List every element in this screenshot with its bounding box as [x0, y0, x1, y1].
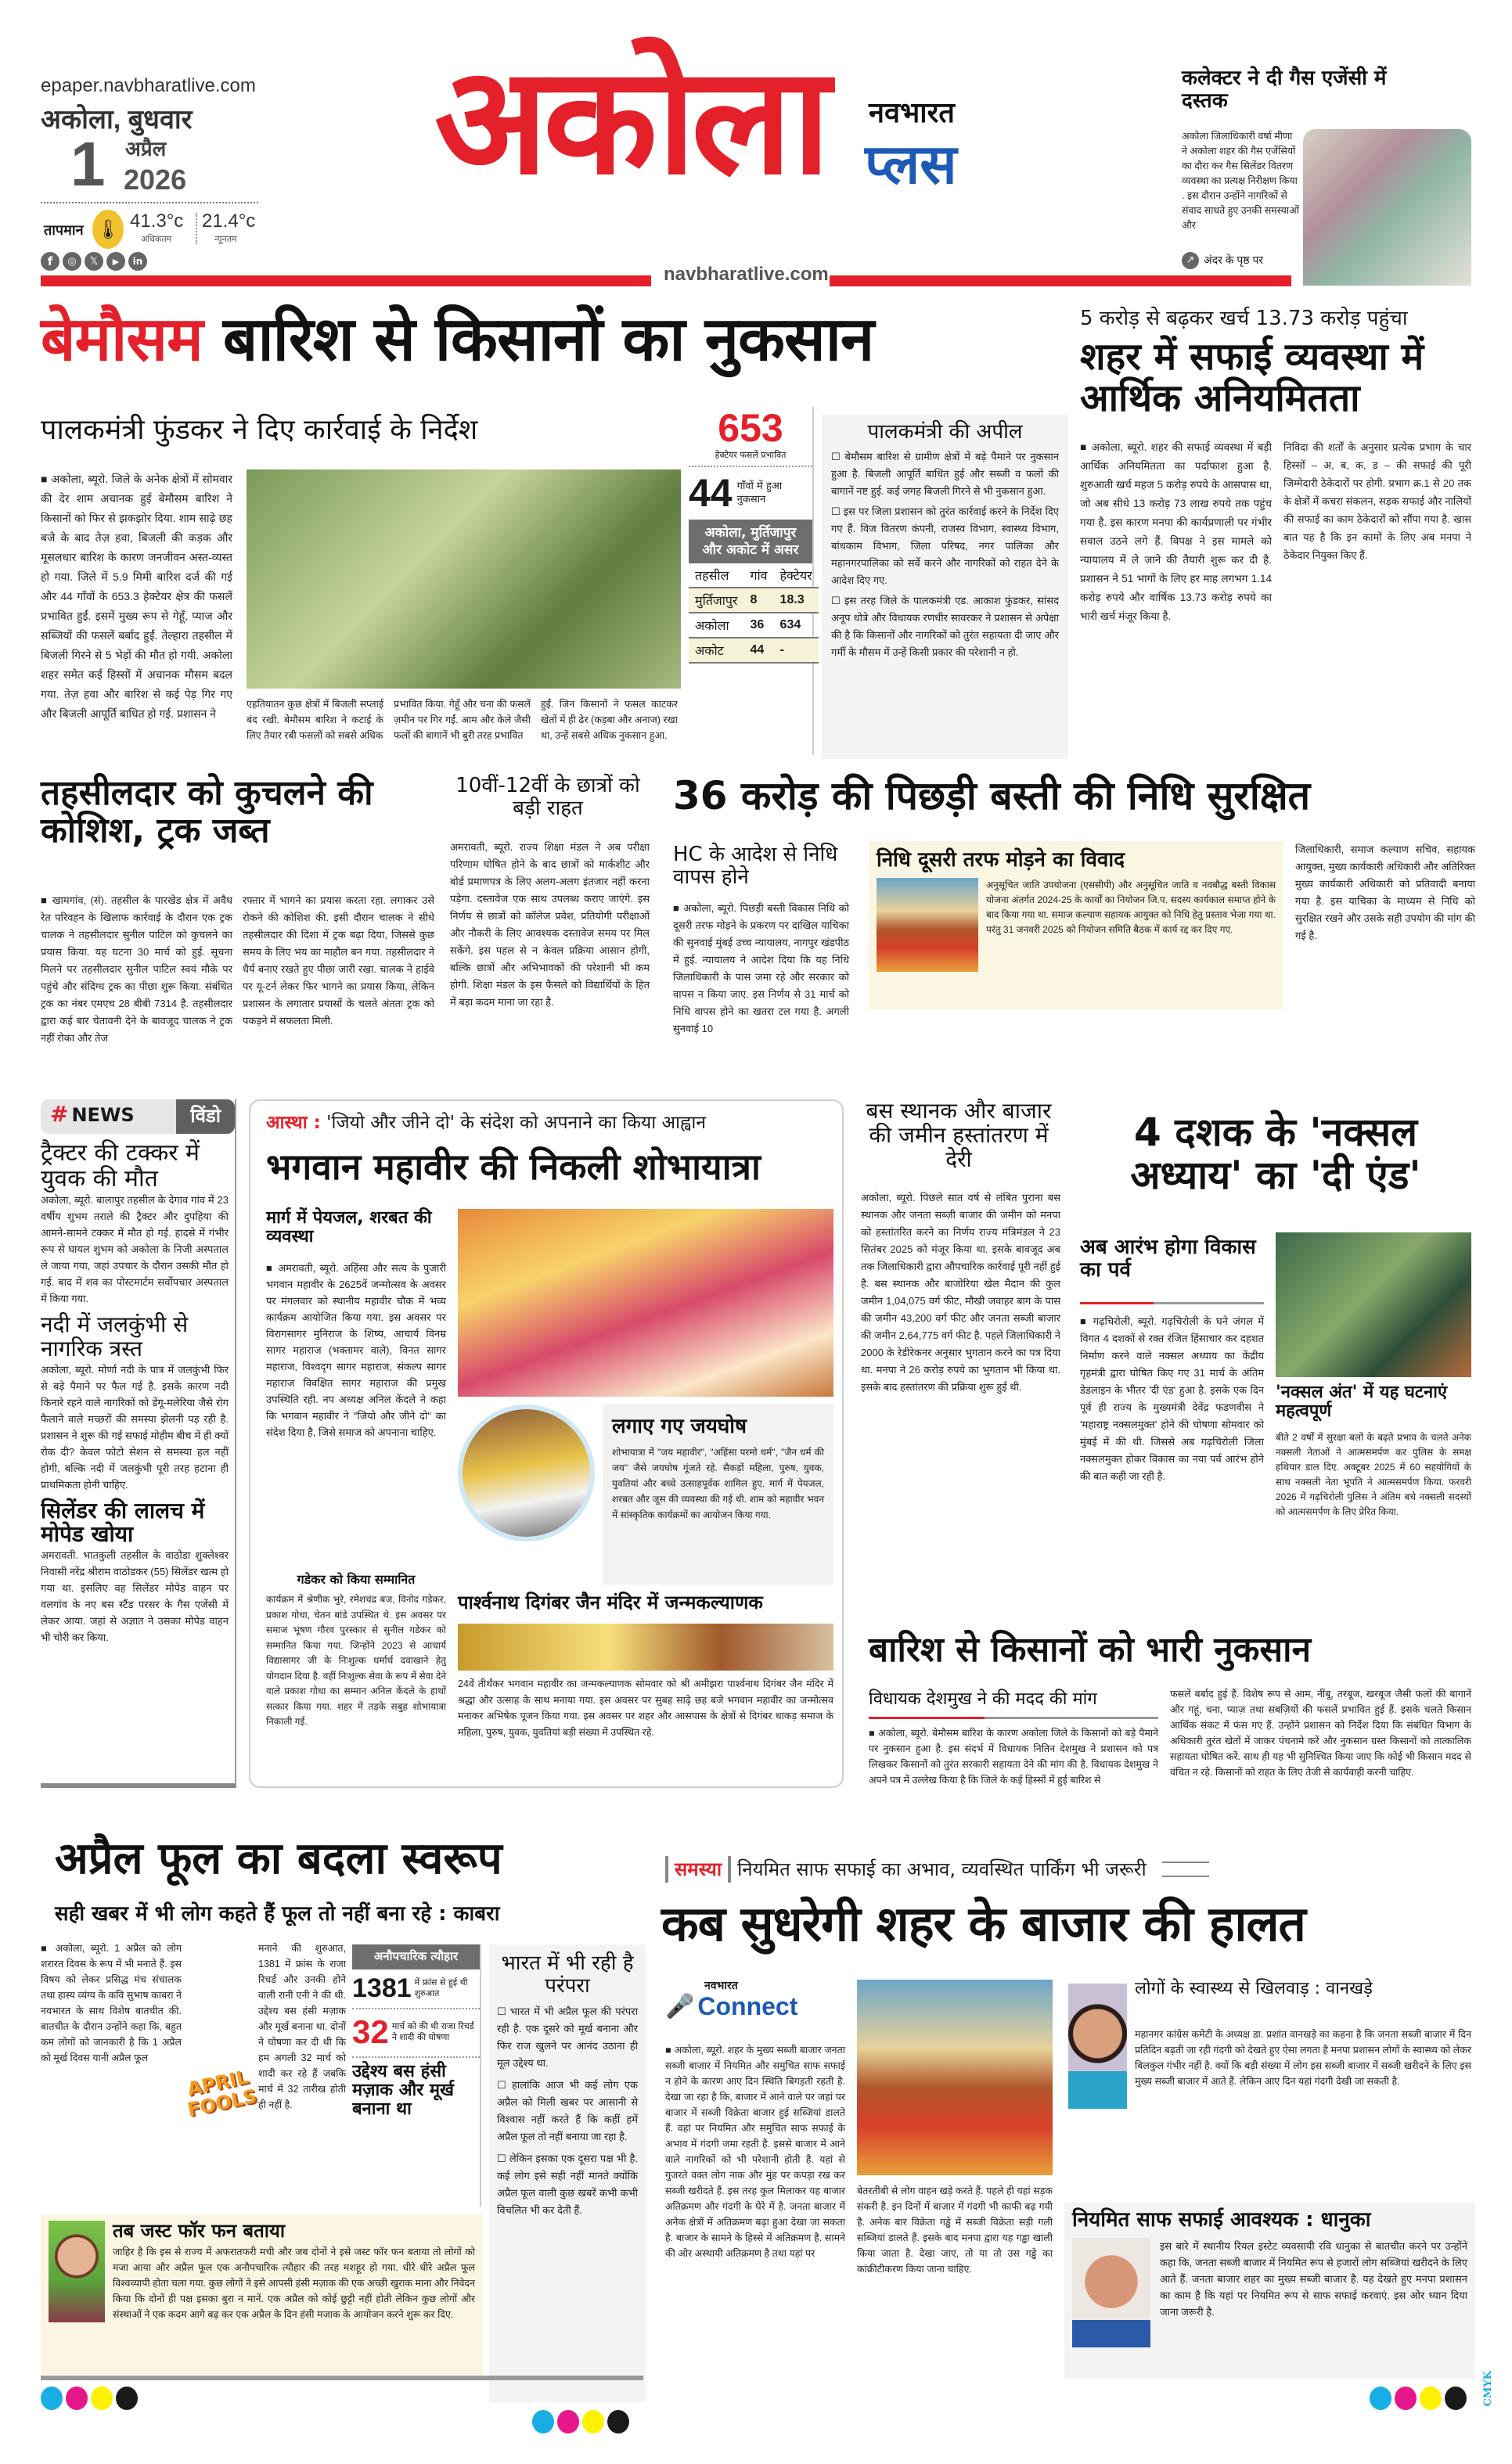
dhanuka-photo	[1072, 2238, 1150, 2347]
fund-box-photo	[877, 878, 978, 972]
lead-headline[interactable]	[41, 304, 874, 375]
news-label: NEWS	[71, 1104, 135, 1126]
india-tradition-box	[489, 1944, 646, 2402]
stat-villages-value: 44	[689, 471, 733, 516]
black-dot-icon	[116, 2387, 138, 2410]
just-for-fun-text: जाहिर है कि इस से राज्य में अफरातफरी मची और जब दोनों ने इसे जस्ट फॉर फन बताया तो लोगों को मजा आया और अप्रैल फूल एक अनौपचारिक त्यौहार की तरह मशहूर हो गया. धीरे धीरे अप्रैल फूल विश्वव्यापी होता चला गया. कुछ लोगों ने इसे आपसी हंसी मज़ाक की एक अच्छी खुराक माना और निवेदन किया कि दोनों ही पक्ष इसका बुरा न मानें. एक अप्रैल को कोई छुट्टी नहीं होती लेकिन कुछ लोगों और संस्थाओं ने एक कदम आगे बढ़ कर एक अप्रैल के दिन हंसी मजाक के आयोजन करने शुरू कर दिए.	[113, 2246, 475, 2321]
lead-col2: एहतियातन कुछ क्षेत्रों में बिजली सप्लाई बंद रखी. बेमौसम बारिश ने कटाई के लिए तैयार रबी फसलों को सबसे अधिक	[247, 699, 383, 741]
mahavir-kicker-red: आस्था :	[266, 1113, 321, 1133]
rain-loss-subhead: विधायक देशमुख ने की मदद की मांग	[869, 1689, 1097, 1709]
instagram-icon[interactable]: ◎	[63, 252, 81, 271]
arrow-circle-icon: ↗	[1182, 252, 1199, 269]
fund-col1: ■ अकोला, ब्यूरो. पिछड़ी बस्ती विकास निधि को दूसरी तरफ मोड़ने के प्रकरण पर दाखिल याचिका की सुनवाई मुंबई उच्च न्यायालय, नागपुर खंडपीठ में हुई. न्यायालय ने आदेश दिया कि यह निधि जिलाधिकारी के पास जमा रहे और सरकार को वापस न किया जाए. इस निर्णय से 31 मार्च को निधि वापस होने का खतरा टल गया है. अगली सुनवाई 10	[673, 902, 849, 1034]
temp-max-label: अधिकतम	[141, 235, 172, 244]
news-text: अकोला, ब्यूरो. बालापुर तहसील के देगाव गांव में 23 वर्षीय शुभम तराले की ट्रैक्टर और दुपहिया की आमने-सामने टक्कर में मौत हो गई. हादसे में गंभीर रूप से घायल शुभम को अकोला के निजी अस्पताल ले जाया गया, जहां उपचार के दौरान उसकी मौत हो गई. बाद में शव का पोस्टमार्टम सर्वोपचार अस्पताल में किया गया.	[41, 1194, 229, 1304]
social-links	[41, 252, 147, 271]
stat-hectare-label: हेक्टेयर फसलें प्रभावित	[689, 450, 812, 467]
wankhade-photo	[1068, 1984, 1127, 2109]
lead-headline-black: बारिश से किसानों का नुकसान	[222, 304, 874, 375]
masthead-red-rule-right	[830, 275, 1291, 286]
temp-min: 21.4°c	[202, 210, 256, 232]
naxal-headline[interactable]: 4 दशक के 'नक्सल अध्याय' का 'दी एंड'	[1130, 1110, 1421, 1198]
mahavir-photo-procession	[458, 1405, 595, 1541]
market-kicker-red: समस्या	[675, 1858, 722, 1880]
yellow-dot-icon	[1420, 2387, 1442, 2410]
stat-year-label: में फ्रांस से हुई थी शुरुआत	[414, 1977, 468, 1999]
naxal-subhead: अब आरंभ होगा विकास का पर्व	[1080, 1236, 1256, 1282]
brand-plus: प्लस	[865, 132, 957, 196]
students-text: अमरावती, ब्यूरो. राज्य शिक्षा मंडल ने अब परीक्षा परिणाम घोषित होने के बाद छात्रों को मार्कशीट और बोर्ड प्रमाणपत्र के लिए अलग-अलग इंतजार नहीं करना पड़ेगा. दस्तावेज एक साथ उपलब्ध कराए जाएंगे. इस निर्णय से छात्रों को कॉलेज प्रवेश, प्रतियोगी परीक्षाओं और नौकरी के लिए आवश्यक दस्तावेज समय पर मिल सकेंगे. इस पहल से न केवल प्रक्रिया आसान होगी, बल्कि छात्रों और अभिभावकों की परेशानी भी कम होगी. शिक्षा मंडल के इस फैसले को विद्यार्थियों के हित में बड़ा कदम माना जा रहा है.	[450, 841, 650, 1008]
honor-text: कार्यक्रम में श्रेणीक भुरे, रमेशचंद्र बज, विनोद गडेकर, प्रकाश गोधा, चेतन बांडे उपस्थित थे. इस अवसर पर समाज भूषण गौरव पुरस्कार से सुनील गडेकर को सम्मानित किया गया. जिन्होंने 2023 से आचार्य विद्यासागर जी के निःशुल्क धर्मार्थ दवाखाने हेतु योगदान दिया है. वहीं निःशुल्क सेवा के रूप में सेवा देने वाले प्रकाश गोधा का सम्मान अनिल केंदले के हाथों सत्कार किया गया. शहर में तड़के सबुह शोभायात्रा निकाली गई.	[266, 1594, 446, 1727]
market-col1: ■ अकोला, ब्यूरो. शहर के मुख्य सब्जी बाजार जनता सब्जी बाजार में नियमित और समुचित साफ सफाई न होने के कारण आए दिन स्थिति बिगड़ती रहती है. देखा जा रहा है कि, बाजार में आने वाले पर जहां पर बाजार में सब्जी विक्रेता बाजार हुई सब्जियां डालते हैं. वहां पर नियमित और समुचित साफ सफाई के अभाव में गंदगी जमा रहती है. इससे बाजार में आने वाले नागरिकों को भी परेशानी होती है. यहां से गुजरते वक्त लोग नाक और मुंह पर कपड़ा रख कर सब्जी खरीदते हैं. इस तरह कुल मिलाकर यह बाजार अतिक्रमण और गंदगी के घेरे में है. जनता बाजार में अनेक क्षेत्रों में अतिक्रमण बढ़ा हुआ देखा जा सकता है. बाजार के सामने के हिस्से में अतिक्रमण है. सामने की ओर अस्थायी अतिक्रमण है तथा यहां पर	[665, 2045, 845, 2259]
masthead-red-rule-left	[41, 275, 651, 286]
jayghosh-title: लगाए गए जयघोष	[612, 1415, 747, 1438]
bus-stand-text: अकोला, ब्यूरो. पिछले सात वर्ष से लंबित पुराना बस स्थानक और जनता सब्ज़ी बाजार की जमीन को मनपा को हस्तांतरित करने का निर्णय राज्य मंत्रिमंडल ने 23 सितंबर 2025 को मंजूर किया था. इसके बावजूद अब तक जिलाधिकारी द्वारा औपचारिक कार्रवाई पूरी नहीं हुई है. बस स्थानक और बाजोरिया खेल मैदान की कुल जमीन 1,04,075 वर्ग फीट, मौखी जवाहर बाग के पास की जमीन 43,200 वर्ग फीट और जनता सब्जी बाजार की जमीन 2,64,775 वर्ग फीट है. पहले जिलाधिकारी ने 2000 के रेडीरेकनर अनुसार भुगतान करने का पत्र दिया था. मनपा ने 26 करोड़ रुपये का भुगतान भी किया था. इसके बाद हस्तांतरण की प्रक्रिया शुरू हुई थी.	[861, 1192, 1060, 1393]
india-point: ☐ लेकिन इसका एक दूसरा पक्ष भी है. कई लोग इसे सही नहीं मानते क्योंकि अप्रैल फूल वाली कुछ खबरें कभी कभी विचलित भी कर देती हैं.	[497, 2150, 638, 2219]
april-fool-col2: मनाने की शुरुआत, 1381 में फ्रांस के राजा रिचर्ड और उनकी होने वाली रानी एनी ने की थी. उद्देश्य बस हंसी मज़ाक और मूर्ख बनाना था. दोनों ने घोषणा कर दी थी कि हम अगली 32 मार्च को शादी कर रहे हैं जबकि मार्च में 32 तारीख होती ही नहीं है.	[258, 1943, 346, 2110]
india-point: ☐ हालांकि आज भी कई लोग एक अप्रैल को मिली खबर पर आसानी से विश्वास नहीं करते हैं कि कहीं हमें अप्रैल फूल तो नहीं बनाया जा रहा है.	[497, 2077, 638, 2146]
fund-col3: जिलाधिकारी, समाज कल्याण सचिव, सहायक आयुक्त, मुख्य कार्यकारी अधिकारी और अतिरिक्त मुख्य कार्यकारी अधिकारी को प्रतिवादी बनाया गया है. इस याचिका के माध्यम से निधि को सुरक्षित रखने और उसके सही उपयोग की मांग की गई है.	[1295, 844, 1475, 941]
mahavir-headline[interactable]: भगवान महावीर की निकली शोभायात्रा	[266, 1146, 761, 1188]
april-fool-bottom-rule	[41, 2376, 643, 2380]
cmyk-dots-left	[41, 2387, 141, 2413]
youtube-icon[interactable]: ▶	[106, 252, 125, 271]
honor-title: गडेकर को किया सम्मानित	[297, 1572, 416, 1587]
stat-march-label: मार्च को की थी राजा रिचर्ड ने शादी की घोषणा	[391, 2020, 474, 2042]
hash-icon: #	[50, 1101, 69, 1127]
just-for-fun-box	[41, 2214, 483, 2375]
brand-navbharat: नवभारत	[869, 97, 955, 129]
impact-table-header: तहसील गांव हेक्टेयर	[689, 563, 819, 588]
news-text: अकोला, ब्यूरो. मोर्णा नदी के पात्र में जलकुंभी फिर से बड़े पैमाने पर फैल गई है. इसके कारण नदी किनारे रहने वाले नागरिकों को डेंगू-मलेरिया जैसे रोग फैलाने वाले मच्छरों की समस्या झेलनी पड़ रही है. प्रशासन ने शुरू की गई सफाई मोहीम बीच में ही क्यों रोक दी? केवल फोटो सेशन से समस्या हल नहीं होगी, बल्कि नदी में जलकुंभी पूरी तरह हटाना ही प्राथमिकता होनी चाहिए.	[41, 1363, 229, 1491]
dhanuka-title: नियमित साफ सफाई आवश्यक : धानुका	[1072, 2208, 1371, 2232]
black-dot-icon	[607, 2410, 629, 2433]
market-kicker	[665, 1856, 1209, 1883]
fund-box-title: निधि दूसरी तरफ मोड़ने का विवाद	[877, 848, 1125, 872]
news-headline[interactable]: सिलेंडर की लालच में मोपेड खोया	[41, 1497, 205, 1548]
rain-loss-col1: ■ अकोला, ब्यूरो. बेमौसम बारिश के कारण अकोला जिले के किसानों को बड़े पैमाने पर नुकसान हुआ है. इस संदर्भ में विधायक नितिन देशमुख ने प्रशासन को पत्र लिखकर किसानों को तुरंत सरकारी सहायता देने की मांग की है. विधायक देशमुख ने अपने पत्र में उल्लेख किया है कि जिले के कई हिस्सों में हुई बारिश से	[869, 1728, 1158, 1786]
april-fool-headline[interactable]: अप्रैल फूल का बदला स्वरूप	[55, 1833, 502, 1884]
stat-march-value: 32	[352, 2013, 389, 2050]
fund-box-text: अनुसूचित जाति उपयोजना (एससीपी) और अनुसूचित जाति व नवबौद्ध बस्ती विकास योजना अंतर्गत 2024-25 के कार्यों का नियोजन जि.प. सदस्य कार्यकाल समाप्त होने के बाद किया गया था. समाज कल्याण सहायक आयुक्त को निधि हेतु प्रस्ताव भेजा गया था. परंतु 31 जनवरी 2025 को नियोजन समिति बैठक में कार्य रद्द कर दिए गए.	[986, 879, 1276, 935]
lead-col1: ■ अकोला, ब्यूरो. जिले के अनेक क्षेत्रों में सोमवार की देर शाम अचानक हुई बेमौसम बारिश ने किसानों को फिर से झकझोर दिया. शाम साढ़े छह बजे के बाद तेज़ हवा, बिजली की कड़क और मूसलधार बारिश के कारण जनजीवन अस्त-व्यस्त हो गया. जिले में 5.9 मिमी बारिश दर्ज की गई और 44 गाँवों के 653.3 हेक्टेयर क्षेत्र की फसलें प्रभावित हुईं. इसमें मुख्य रूप से गेहूँ, प्याज और सब्जियों की फसलें बर्बाद हुईं. तेल्हारा तहसील में बिजली गिरने से 5 भेड़ों की मौत हो गयी. अकोला शहर समेत कई हिस्सों में अचानक मौसम बदल गया. तेज़ हवा और बारिश से कई पेड़ गिर गए और बिजली आपूर्ति बाधित हो गई. प्रशासन ने	[41, 473, 232, 720]
mahavir-subhead: मार्ग में पेयजल, शरबत की व्यवस्था	[266, 1208, 432, 1247]
tahsildar-col2: रफ्तार में भागने का प्रयास करता रहा. लगाकर उसे रोकने की कोशिश की. इसी दौरान चालक ने सीधे तहसीलदार की दिशा में ट्रक बढ़ा दिया, जिससे कुछ समय के लिए भय का माहौल बन गया. तहसीलदार ने धैर्य बनाए रखते हुए पीछा जारी रखा. चालक ने हाईवे पर यू-टर्न लेकर फिर भागने का प्रयास किया, लेकिन प्रशासन के लगातार प्रयासों के चलते अंततः ट्रक को पकड़ने में सफलता मिली.	[243, 894, 434, 1027]
temp-max: 41.3°c	[130, 210, 184, 232]
mahavir-photo-women	[458, 1209, 833, 1397]
date-year: 2026	[124, 164, 187, 196]
news-window-tag	[41, 1099, 235, 1134]
temperature-label: तापमान	[44, 222, 84, 238]
temple-text: 24वें तीर्थंकर भगवान महावीर का जन्मकल्याणक सोमवार को श्री अमीझरा पार्श्वनाथ दिगंबर जैन मंदिर में श्रद्धा और उत्साह के साथ मनाया गया. इस अवसर पर सुबह साढ़े छह बजे भगवान महावीर का जन्मोत्सव मनाकर अभिषेक पूजन किया गया. इस अवसर पर शहर और आसपास के क्षेत्रों से दिगंबर धाकड़ समाज के महिला, पुरुष, युवक, युवतियां बड़ी संख्या में उपस्थित रहे.	[458, 1678, 833, 1738]
market-col2: बेतरतीबी से लोग वाहन खड़े करते हैं. पहले ही यहां सड़क संकरी है. इन दिनों में बाजार में गंदगी भी काफी बढ़ गयी है. अनेक बार विक्रेता गड्ढे में सब्जी विक्रेता सड़ी गली सब्जियां डालते हैं. इसके बाद मनपा द्वारा यह गड्ढा खाली किया जाता है. देखा जाए, तो या तो उस गड्ढे का कांक्रीटीकरण किया जाना चाहिए.	[857, 2185, 1053, 2275]
india-tradition-title: भारत में भी रही है परंपरा	[501, 1951, 634, 1998]
fund-headline[interactable]: 36 करोड़ की पिछड़ी बस्ती की निधि सुरक्षित	[673, 773, 1311, 818]
april-fools-illustration: APRIL FOOLS	[185, 2066, 259, 2121]
teaser-headline[interactable]: कलेक्टर ने दी गैस एजेंसी में दस्तक	[1182, 67, 1387, 113]
yellow-dot-icon	[91, 2387, 113, 2410]
lead-photo-wheat	[247, 469, 681, 689]
navbharat-connect-logo	[665, 1980, 797, 2020]
wankhade-title: लोगों के स्वास्थ्य से खिलवाड़ : वानखड़े	[1135, 1979, 1373, 1998]
cyan-dot-icon	[41, 2387, 63, 2410]
news-text: अमरावती. भातकुली तहसील के वाठोडा शुक्लेश्वर निवासी नरेंद्र श्रीराम वाठोडकर (55) सिलेंडर खत्म हो गया था. इसलिए वह सिलेंडर मोपेड वाहन पर वलगांव के नए बस स्टैंड परसर के गैस एजेंसी में लेकर आया. जहां से अज्ञात ने उसका मोपेड वाहन भी चोरी कर किया.	[41, 1549, 229, 1644]
mahavir-kicker-text: 'जियो और जीने दो' के संदेश को अपनाने का किया आह्वान	[326, 1113, 707, 1133]
students-headline[interactable]: 10वीं-12वीं के छात्रों को बड़ी राहत	[455, 774, 640, 820]
cyan-dot-icon	[532, 2410, 554, 2433]
date-day: 1	[70, 129, 106, 199]
side-headline: उद्देश्य बस हंसी मज़ाक और मूर्ख बनाना था	[352, 2056, 480, 2120]
lead-col4: हुईं. जिन किसानों ने फसल काटकर खेतों में ही ढेर (कड़बा और अनाज) रखा था, उन्हें सबसे अधिक नुकसान हुआ.	[541, 699, 678, 741]
news-headline[interactable]: ट्रैक्टर की टक्कर में युवक की मौत	[41, 1139, 200, 1192]
india-point: ☐ भारत में भी अप्रैल फूल की परंपरा रही है. एक दूसरे को मूर्ख बनाना और फिर राज खुलने पर आनंद उठाना ही मूल उद्देश्य था.	[497, 2003, 638, 2072]
naxal-photo	[1276, 1232, 1471, 1377]
appeal-point: ☐ बेमौसम बारिश से ग्रामीण क्षेत्रों में बड़े पैमाने पर नुकसान हुआ है. बिजली आपूर्ति बाधित हुई और सब्जी व फलों की बागानें नष्ट हुई. कई जगह बिजली गिरने से भी नुकसान हुआ.	[831, 448, 1059, 500]
impact-table-title: अकोला, मुर्तिजापुर और अकोट में असर	[689, 520, 812, 563]
dhanuka-box	[1064, 2203, 1475, 2379]
mahavir-kicker	[266, 1113, 706, 1135]
cmyk-label: CMYK	[1482, 2371, 1494, 2407]
wankhade-text: महानगर कांग्रेस कमेटी के अध्यक्ष डा. प्रशांत वानखड़े का कहना है कि जनता सब्जी बाजार में दिन प्रतिदिन बढ़ती जा रही गंदगी को देखते हुए ऐसा लगता है मनपा प्रशासन लोगों के स्वास्थ्य को लेकर बिलकुल गंभीर नहीं है. क्यों कि बड़ी संख्या में लोग इस सब्जी बाजार में सब्जी खरीदने के लिए इस मुख्य सब्जी बाजार में आते हैं. लेकिन आए दिन यहां गंदगी देखी जा सकती है.	[1135, 2029, 1471, 2087]
sanitation-col2: निविदा की शर्तों के अनुसार प्रत्येक प्रभाग के चार हिस्सों – अ, ब, क, ड – की सफाई की पूरी जिम्मेदारी ठेकेदारों पर होगी. प्रभाग क्र.1 से 20 तक के क्षेत्रों में कचरा संकलन, सड़क सफाई और नालियों की सफाई का काम ठेकेदारों को सौंपा गया है. खास बात यह है कि इन कामों के लिए अब मनपा ने ठेकेदार नियुक्त किए हैं.	[1283, 441, 1471, 561]
jayghosh-box	[603, 1405, 833, 1585]
dotted-divider	[41, 202, 258, 203]
rain-loss-headline[interactable]: बारिश से किसानों को भारी नुकसान	[869, 1630, 1311, 1670]
connect-bottom: Connect	[697, 1991, 798, 2020]
appeal-title: पालकमंत्री की अपील	[867, 420, 1023, 444]
appeal-box	[822, 415, 1068, 759]
sanitation-headline[interactable]: शहर में सफाई व्यवस्था में आर्थिक अनियमितता	[1080, 335, 1424, 420]
tahsildar-headline[interactable]: तहसीलदार को कुचलने की कोशिश, ट्रक जब्त	[41, 773, 373, 851]
facebook-icon[interactable]: f	[41, 252, 59, 271]
naxal-text: ■ गढ़चिरोली, ब्यूरो. गढ़चिरोली के घने जंगल में विगत 4 दशकों से रक्त रंजित हिंसाचार कर दहशत निर्माण करने वाले नक्सल अध्याय का केंद्रीय गृहमंत्री द्वारा घोषित किए गए 31 मार्च के अंतिम डेडलाइन के भीतर 'दी एंड' हुआ है. इसके एक दिन पूर्व ही राज्य के मुख्यमंत्री देवेंद्र फडणवीस ने 'महाराष्ट्र नक्सलमुक्त' होने की घोषणा सोमवार को मुंबई में की थी. जिससे अब गढ़चिरोली जिला नक्सलमुक्त होकर विकास का नया पर्व आरंभ होने की बात कही जा रही है.	[1080, 1315, 1264, 1482]
stats-sidebar	[689, 407, 814, 755]
sanitation-kicker: 5 करोड़ से बढ़कर खर्च 13.73 करोड़ पहुंचा	[1080, 307, 1408, 330]
dhanuka-text: इस बारे में स्थानीय रियल इस्टेट व्यवसायी रवि धानुका से बातचीत करने पर उन्होंने कहा कि, जनता सब्जी बाजार में नियमित रूप से हजारों लोग सब्जियां खरीदने के लिए आते हैं. जनता बाजार शहर का मुख्य सब्जी बाजार है. यह देखते हुए मनपा प्रशासन का काम है कि यहां पर नियमित रूप से साफ सफाई करवाएं. इस ओर ध्यान दिया जाना जरूरी है.	[1160, 2239, 1467, 2318]
side-tag: अनौपचारिक त्यौहार	[352, 1944, 480, 1969]
fund-subhead: HC के आदेश से निधि वापस होने	[673, 843, 838, 889]
teaser-photo	[1303, 129, 1471, 286]
naxal-box-title: 'नक्सल अंत' में यह घटनाएं महत्वपूर्ण	[1276, 1383, 1448, 1422]
jayghosh-text: शोभायात्रा में "जय महावीर", "अहिंसा परमो धर्म", "जैन धर्म की जय" जैसे जयघोष गूंजते रहे. सैकड़ों महिला, पुरुष, युवक, युवतियां और बच्चे उत्साहपूर्वक शामिल हुए. मार्ग में पेयजल, शरबत और जूस की व्यवस्था की गई थी. शाम को महावीर भवन में सांस्कृतिक कार्यक्रमों का आयोजन किया गया.	[612, 1446, 824, 1520]
lead-col3: प्रभावित किया. गेहूँ और चना की फसलें ज़मीन पर गिर गईं. आम और केले जैसी फलों की बागानें भी बुरी तरह प्रभावित	[394, 699, 531, 741]
market-photo	[857, 1980, 1053, 2175]
cmyk-dots-right	[1370, 2387, 1470, 2413]
microphone-icon: 🎤	[665, 1992, 695, 2020]
april-fool-subhead: सही खबर में भी लोग कहते हैं फूल तो नहीं बना रहे : काबरा	[55, 1902, 500, 1926]
yellow-dot-icon	[582, 2410, 604, 2433]
news-headline[interactable]: नदी में जलकुंभी से नागरिक त्रस्त	[41, 1311, 189, 1361]
x-icon[interactable]: 𝕏	[85, 252, 103, 271]
bus-stand-headline[interactable]: बस स्थानक और बाजार की जमीन हस्तांतरण में देरी	[866, 1098, 1052, 1172]
window-label: विंडो	[176, 1099, 235, 1134]
april-fool-stats	[352, 1944, 481, 2207]
news-window	[41, 1099, 236, 1788]
magenta-dot-icon	[557, 2410, 579, 2433]
epaper-url[interactable]: epaper.navbharatlive.com	[41, 75, 256, 96]
lead-headline-red: बेमौसम	[41, 304, 203, 375]
thermometer-icon: 🌡	[92, 210, 124, 249]
black-dot-icon	[1445, 2387, 1467, 2410]
magenta-dot-icon	[1395, 2387, 1417, 2410]
teaser-text: अकोला जिलाधिकारी वर्षा मीणा ने अकोला शहर की गैस एजेंसियों का दौरा कर गैस सिलेंडर वितरण व्यवस्था का प्रत्यक्ष निरीक्षण किया . इस दौरान उन्होंने नागरिकों से संवाद साधते हुए उनकी समस्याओं और	[1182, 131, 1299, 231]
tahsildar-col1: ■ खामगांव, (सं). तहसील के पारखेड क्षेत्र में अवैध रेत परिवहन के खिलाफ कार्रवाई के दौरान एक ट्रक चालक ने तहसीलदार सुनील पाटिल को कुचलने का प्रयास किया. यह घटना 30 मार्च को हुई. सूचना मिलने पर तहसीलदार सुनील पाटिल स्वयं मौके पर पहुंचे और संदिग्ध ट्रक का पीछा शुरू किया. संबंधित ट्रक का नंबर एमएच 28 बीबी 7314 है. तहसीलदार द्वारा कई बार चेतावनी देने के बावजूद चालक ने ट्रक नहीं रोका और तेज	[41, 894, 232, 1044]
stat-villages-label: गाँवों में हुआ नुकसान	[736, 480, 783, 505]
mahavir-text: ■ अमरावती, ब्यूरो. अहिंसा और सत्य के पुजारी भगवान महावीर के 2625वें जन्मोत्सव के अवसर पर मंगलवार को स्थानीय महावीर चौक में भव्य कार्यक्रम आयोजित किया गया. इस अवसर पर विरागसागर मुनिराज के शिष्य, आचार्य विनम्र सागर महाराज (भक्तामर वाले), विनत सागर महाराज, विश्वदृग सागर महाराज, संकल्प सागर महाराज विवक्षित सागर महाराज की प्रमुख उपस्थिति रही. नप अध्यक्ष अनिल केंदले ने कहा कि भगवान महावीर ने "जियो और जीने दो" का संदेश दिया है, जिसे समाज को अपनाना चाहिए.	[266, 1262, 446, 1438]
lines-decoration	[1162, 1861, 1209, 1877]
temp-min-label: न्यूनतम	[214, 235, 237, 244]
table-row: अकोला 36 634	[689, 613, 819, 638]
dateline-city-day: अकोला, बुधवार	[41, 105, 193, 135]
table-row: अकोट 44 -	[689, 638, 819, 663]
newspaper-title: अकोला	[434, 34, 826, 207]
cyan-dot-icon	[1370, 2387, 1391, 2410]
table-row: मुर्तिजापुर 8 18.3	[689, 588, 819, 613]
april-fool-col1: ■ अकोला, ब्यूरो. 1 अप्रैल को लोग शरारत दिवस के रूप में भी मनाते हैं. इस विषय को लेकर प्रसिद्ध मंच संचालक तथा हास्य व्यंग्य के कवि सुभाष काबरा ने नवभारत के साथ विशेष बातचीत की. बातचीत के दौरान उन्होंने कहा कि, बहुत कम लोगों को जानकारी है कि 1 अप्रैल को मूर्ख दिवस यानी अप्रैल फूल	[41, 1943, 182, 2063]
fund-box	[869, 841, 1283, 1009]
temple-headline[interactable]: पार्श्वनाथ दिगंबर जैन मंदिर में जन्मकल्याणक	[458, 1592, 763, 1613]
appeal-point: ☐ इस तरह जिले के पालकमंत्री एड. आकाश फुंडकर, सांसद अनूप धोत्रे और विधायक रणधीर सावरकर ने प्रशासन से अपेक्षा की है कि किसानों और नागरिकों को तुरंत सहायता दी जाए और गर्मी के मौसम में उन्हें किसी प्रकार की परेशानी न हो.	[831, 592, 1059, 661]
rain-loss-subhead-rule	[869, 1717, 1158, 1719]
connect-top: नवभारत	[704, 1980, 738, 1992]
teaser-more-link[interactable]: अंदर के पृष्ठ पर	[1204, 254, 1264, 266]
just-for-fun-title: तब जस्ट फॉर फन बताया	[113, 2220, 286, 2242]
market-kicker-text: नियमित साफ सफाई का अभाव, व्यवस्थित पार्किंग भी जरूरी	[737, 1858, 1147, 1880]
stat-hectare-value: 653	[718, 406, 783, 450]
market-headline[interactable]: कब सुधरेगी शहर के बाजार की हालत	[661, 1895, 1305, 1952]
impact-table	[689, 563, 819, 664]
rain-loss-col2: फसलें बर्बाद हुई हैं. विशेष रूप से आम, नींबू, तरबूज, खरबूज जैसी फलों की बागानें और गहूं, चना, प्याज़ तथा सबज़ियों की फसलें प्रभावित हुई हैं. इसके चलते किसान आर्थिक संकट में फंस गए हैं. उन्होंने प्रशासन को निर्देश दिया कि संबंधित विभाग के अधिकारी तुरंत खेतों में जाकर पंचनामे करें और नुकसान ग्रस्त किसानों को तात्कालिक सहायता घोषित करें. साथ ही यह भी सुनिश्चित किया जाए कि कोई भी किसान मदद से वंचित न रहे. किसानों को राहत के लिए तेजी से कार्यवाही करनी चाहिए.	[1170, 1689, 1471, 1778]
naxal-box-text: बीते 2 वर्षों में सुरक्षा बलों के बढ़ते प्रभाव के चलते अनेक नक्सली नेताओं ने आत्मसमर्पण कर पुलिस के समक्ष हथियार डाल दिए. अक्टूबर 2025 में 60 सहयोगियों के साथ नक्सली नेता भूपति ने आत्मसमर्पण किया. फरवरी 2026 में गढ़चिरोली पुलिस ने अंतिम बचे नक्सली सदस्यों को आत्मसमर्पण के लिए प्रेरित किया.	[1276, 1432, 1471, 1517]
temple-photo	[458, 1624, 833, 1671]
sanitation-col1: ■ अकोला, ब्यूरो. शहर की सफाई व्यवस्था में बड़ी आर्थिक अनियमितता का पर्दाफाश हुआ है. शुरुआती खर्च महज 5 करोड़ रुपये के आसपास था, जो अब सीधे 13 करोड़ 73 लाख रुपये तक पहुंच गया है. इस कारण मनपा की कार्यप्रणाली पर गंभीर सवाल उठने लगे हैं. विपक्ष ने इस मामले को न्यायालय में ले जाने की तैयारी शुरू कर दी है. प्रशासन ने 51 भागों के लिए हर माह लगभग 1.14 करोड़ रुपये और वार्षिक 13.73 करोड़ रुपये का भारी खर्च मंजूर किया है.	[1080, 441, 1272, 622]
stat-year-value: 1381	[352, 1973, 412, 2003]
kabra-photo	[49, 2221, 105, 2322]
naxal-subhead-rule	[1080, 1302, 1264, 1304]
linkedin-icon[interactable]: in	[128, 252, 147, 271]
website-link[interactable]: navbharatlive.com	[657, 264, 835, 285]
temp-divider	[196, 213, 197, 244]
appeal-point: ☐ इस पर जिला प्रशासन को तुरंत कार्रवाई करने के निर्देश दिए गए हैं. विज वितरण कंपनी, राजस्व विभाग, स्वास्थ्य विभाग, बांधकाम विभाग, जिला परिषद, नगर पालिका और महानगरपालिका को सर्वे करने और नागरिकों को राहत देने के आदेश दिए गए.	[831, 503, 1059, 589]
lead-subhead: पालकमंत्री फुंडकर ने दिए कार्रवाई के निर्देश	[41, 414, 478, 446]
cmyk-dots-middle	[532, 2410, 632, 2437]
date-month: अप्रैल	[125, 137, 167, 160]
magenta-dot-icon	[66, 2387, 88, 2410]
